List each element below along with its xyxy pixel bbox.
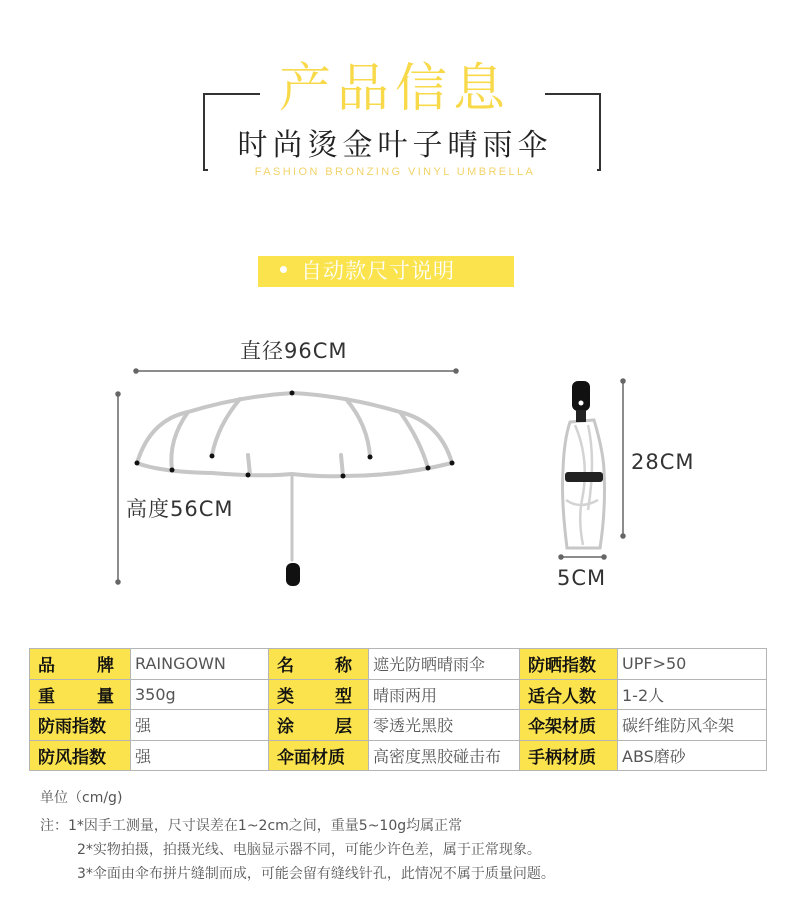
table-row xyxy=(30,679,767,710)
spec-key: 品牌 xyxy=(30,649,131,680)
unit-note: 单位（cm/g) xyxy=(40,790,123,806)
spec-value: RAINGOWN xyxy=(131,649,269,680)
spec-value: 遮光防晒晴雨伞 xyxy=(369,649,520,680)
table-row xyxy=(30,740,767,771)
note-line: 2*实物拍摄，拍摄光线、电脑显示器不同，可能少许色差，属于正常现象。 xyxy=(77,842,541,858)
spec-key: 涂层 xyxy=(269,710,369,741)
spec-table xyxy=(29,648,767,771)
folded-length-dimension-line xyxy=(621,379,625,538)
page-title: 产品信息 xyxy=(278,59,511,119)
spec-key: 防雨指数 xyxy=(30,710,131,741)
table-row xyxy=(30,649,767,680)
folded-length-label: 28CM xyxy=(631,450,695,474)
note-line: 3*伞面由伞布拼片缝制而成，可能会留有缝线针孔，此情况不属于质量问题。 xyxy=(77,866,555,882)
folded-width-label: 5CM xyxy=(557,566,607,590)
spec-key: 适合人数 xyxy=(520,679,618,710)
height-label: 高度56CM xyxy=(126,497,234,521)
umbrella-handle-icon xyxy=(286,563,300,586)
spec-value: 晴雨两用 xyxy=(369,679,520,710)
spec-value: 碳纤维防风伞架 xyxy=(618,710,767,741)
diameter-label: 直径96CM xyxy=(240,339,348,363)
spec-key: 重量 xyxy=(30,679,131,710)
section-label: 自动款尺寸说明 xyxy=(301,259,455,283)
umbrella-tips xyxy=(135,391,455,479)
spec-key: 手柄材质 xyxy=(520,740,618,771)
folded-umbrella-icon xyxy=(563,381,605,548)
product-english-name: FASHION BRONZING VINYL UMBRELLA xyxy=(254,166,536,178)
note-line: 注：1*因手工测量，尺寸误差在1~2cm之间，重量5~10g均属正常 xyxy=(40,818,463,834)
spec-value: 零透光黑胶 xyxy=(369,710,520,741)
spec-value: 1-2人 xyxy=(618,679,767,710)
spec-value: 高密度黑胶碰击布 xyxy=(369,740,520,771)
folded-width-dimension-line xyxy=(559,555,606,559)
spec-key: 名称 xyxy=(269,649,369,680)
spec-value: ABS磨砂 xyxy=(618,740,767,771)
product-subtitle: 时尚烫金叶子晴雨伞 xyxy=(237,128,553,163)
table-row xyxy=(30,710,767,741)
spec-value: 350g xyxy=(131,679,269,710)
spec-value: UPF>50 xyxy=(618,649,767,680)
height-dimension-line xyxy=(116,392,120,584)
note-prefix: 注： xyxy=(40,818,68,834)
spec-key: 防晒指数 xyxy=(520,649,618,680)
spec-key: 类型 xyxy=(269,679,369,710)
spec-key: 伞面材质 xyxy=(269,740,369,771)
spec-key: 伞架材质 xyxy=(520,710,618,741)
spec-value: 强 xyxy=(131,710,269,741)
open-umbrella-icon xyxy=(137,393,452,560)
diameter-dimension-line xyxy=(134,369,458,373)
spec-value: 强 xyxy=(131,740,269,771)
notes xyxy=(40,786,555,886)
spec-key: 防风指数 xyxy=(30,740,131,771)
